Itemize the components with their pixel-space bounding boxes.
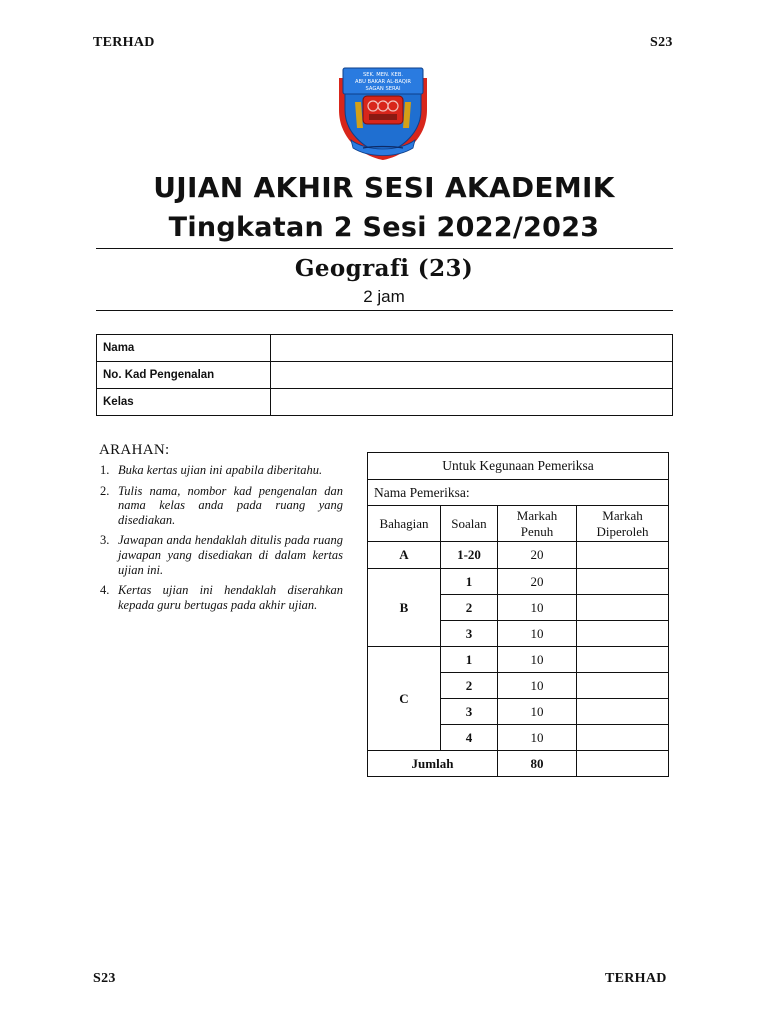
instruction-item xyxy=(100,484,343,528)
question-cell: 2 xyxy=(441,673,498,699)
crest-text-line-3: SAGAN SERAI xyxy=(365,86,401,92)
exam-duration: 2 jam xyxy=(363,287,405,306)
instruction-item xyxy=(100,583,343,612)
question-cell: 1-20 xyxy=(441,542,498,569)
question-cell: 1 xyxy=(441,647,498,673)
section-a-label: A xyxy=(368,542,441,569)
marks-obtained-cell[interactable] xyxy=(577,673,669,699)
full-marks-cell: 10 xyxy=(498,699,577,725)
student-id-row xyxy=(97,362,673,389)
question-cell: 3 xyxy=(441,699,498,725)
total-label: Jumlah xyxy=(368,751,498,777)
name-field[interactable] xyxy=(271,335,673,362)
exam-form-session: Tingkatan 2 Sesi 2022/2023 xyxy=(168,212,600,243)
student-info-table xyxy=(96,334,673,416)
full-marks-cell: 10 xyxy=(498,595,577,621)
header-full-marks xyxy=(498,506,577,542)
total-row xyxy=(368,751,669,777)
full-marks-cell: 10 xyxy=(498,621,577,647)
header-right-paper-code: S23 xyxy=(650,35,673,50)
crest-text-line-1: SEK. MEN. KEB. xyxy=(362,72,404,78)
student-class-row xyxy=(97,389,673,416)
examiner-table-title: Untuk Kegunaan Pemeriksa xyxy=(368,453,669,480)
class-field[interactable] xyxy=(271,389,673,416)
instruction-text: Tulis nama, nombor kad pengenalan dan nama kelas anda pada ruang yang disediakan. xyxy=(118,483,343,527)
section-b-label: B xyxy=(368,569,441,647)
class-label: Kelas xyxy=(97,389,271,416)
marks-obtained-cell[interactable] xyxy=(577,621,669,647)
header-marks-obtained xyxy=(577,506,669,542)
student-name-row xyxy=(97,335,673,362)
full-marks-cell: 10 xyxy=(498,725,577,751)
question-cell: 2 xyxy=(441,595,498,621)
marks-obtained-cell[interactable] xyxy=(577,699,669,725)
header-section: Bahagian xyxy=(368,506,441,542)
instruction-text: Jawapan anda hendaklah ditulis pada ruang jawapan yang disediakan di dalam kertas ujian ini. xyxy=(118,533,343,577)
instruction-item xyxy=(100,533,343,577)
instruction-item xyxy=(100,463,343,478)
header-obtained-line-2: Diperoleh xyxy=(596,523,649,539)
subject-title: Geografi (23) xyxy=(294,255,474,282)
title-divider-top xyxy=(96,248,673,249)
question-cell: 1 xyxy=(441,569,498,595)
instructions-list xyxy=(100,463,343,618)
examiner-name-label: Nama Pemeriksa: xyxy=(368,480,669,506)
footer-right-classification: TERHAD xyxy=(605,971,667,986)
header-question: Soalan xyxy=(441,506,498,542)
exam-title: UJIAN AKHIR SESI AKADEMIK xyxy=(153,171,615,204)
marks-obtained-cell[interactable] xyxy=(577,569,669,595)
instruction-number: 1. xyxy=(100,463,110,477)
header-obtained-line-1: Markah xyxy=(602,507,643,523)
examiner-marks-table xyxy=(367,452,669,777)
instruction-number: 2. xyxy=(100,483,110,498)
school-crest-logo xyxy=(333,66,433,162)
question-cell: 3 xyxy=(441,621,498,647)
section-c-label: C xyxy=(368,647,441,751)
id-card-field[interactable] xyxy=(271,362,673,389)
marks-obtained-cell[interactable] xyxy=(577,542,669,569)
marks-obtained-cell[interactable] xyxy=(577,725,669,751)
total-marks-obtained-cell[interactable] xyxy=(577,751,669,777)
instruction-number: 3. xyxy=(100,533,110,548)
header-left-classification: TERHAD xyxy=(93,35,155,50)
table-row xyxy=(368,647,669,673)
header-full-marks-line-2: Penuh xyxy=(520,523,554,539)
full-marks-cell: 10 xyxy=(498,673,577,699)
full-marks-cell: 20 xyxy=(498,542,577,569)
question-cell: 4 xyxy=(441,725,498,751)
title-divider-bottom xyxy=(96,310,673,311)
full-marks-cell: 20 xyxy=(498,569,577,595)
instruction-text: Kertas ujian ini hendaklah diserahkan kepada guru bertugas pada akhir ujian. xyxy=(118,583,343,612)
id-card-label: No. Kad Pengenalan xyxy=(97,362,271,389)
header-full-marks-line-1: Markah xyxy=(516,507,558,523)
instruction-text: Buka kertas ujian ini apabila diberitahu. xyxy=(118,463,323,477)
total-full-marks: 80 xyxy=(498,751,577,777)
name-label: Nama xyxy=(97,335,271,362)
crest-text-line-2: ABU BAKAR AL-BAQIR xyxy=(354,79,412,85)
marks-obtained-cell[interactable] xyxy=(577,647,669,673)
marks-obtained-cell[interactable] xyxy=(577,595,669,621)
table-row xyxy=(368,569,669,595)
instructions-heading: ARAHAN: xyxy=(99,442,170,458)
footer-left-paper-code: S23 xyxy=(93,971,116,986)
full-marks-cell: 10 xyxy=(498,647,577,673)
instruction-number: 4. xyxy=(100,583,110,598)
table-row xyxy=(368,542,669,569)
